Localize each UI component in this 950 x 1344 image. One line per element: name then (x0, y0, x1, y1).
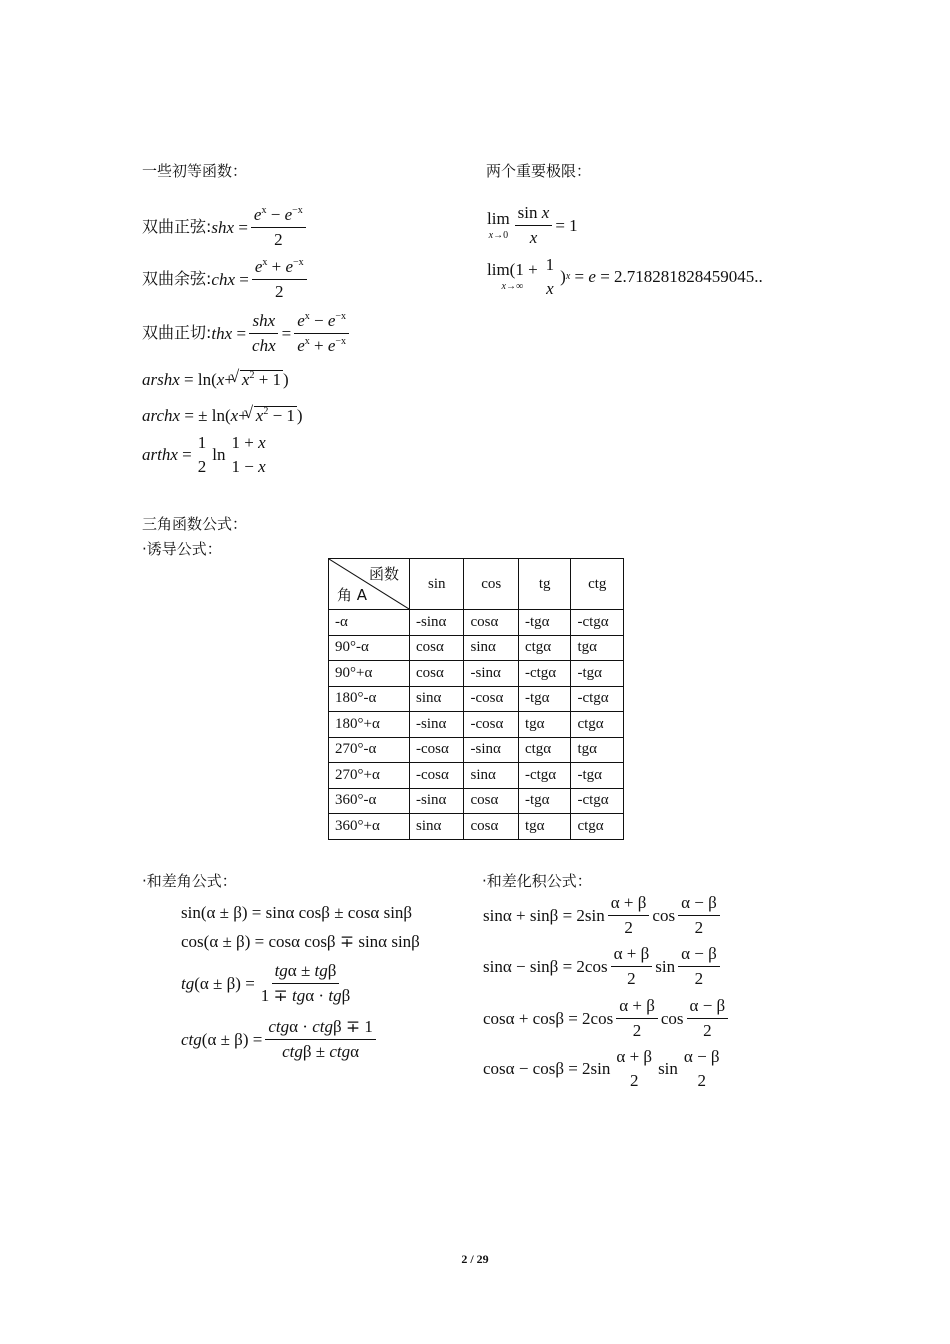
table-cell: cosα (464, 814, 518, 840)
table-row (329, 686, 624, 712)
column-header: sin (410, 559, 464, 610)
table-cell: 180°-α (329, 686, 410, 712)
formula-sinh: 双曲正弦: shx = $\frac{e^x - e^{-x}}{2}$ (142, 206, 309, 249)
table-cell: -cosα (464, 686, 518, 712)
formula-cosh: 双曲余弦: chx = $\frac{e^x + e^{-x}}{2}$ (142, 258, 310, 301)
table-cell: 180°+α (329, 712, 410, 738)
table-cell: -sinα (410, 610, 464, 636)
formula-limit-sinx: lim x→0 $\frac{\text{sin x}}{x}$ = 1 (487, 203, 578, 247)
table-cell: -ctgα (571, 610, 624, 636)
table-cell: tgα (571, 635, 624, 661)
label-cosh: 双曲余弦: (142, 269, 212, 289)
table-cell: -tgα (518, 788, 571, 814)
table-cell: -cosα (410, 737, 464, 763)
limit-e-value: = 2.718281828459045.. (600, 267, 763, 287)
formula-limit-e: lim(1 + x→∞ 1 x ) x = e = 2.718281828459045.. (487, 255, 763, 298)
table-cell: -sinα (464, 661, 518, 687)
table-cell: -ctgα (571, 686, 624, 712)
formula-ctg-sum: ctg (α ± β) = $\frac{\text{ctgα · ctgβ ∓ 1}}{\text{ctgβ ± ctgα}}$ (181, 1018, 379, 1061)
table-cell: -sinα (410, 712, 464, 738)
label-sinh: 双曲正弦: (142, 217, 212, 237)
table-row (329, 763, 624, 789)
table-cell: tgα (571, 737, 624, 763)
label-tanh: 双曲正切: (142, 323, 212, 343)
table-cell: -tgα (571, 661, 624, 687)
table-cell: -tgα (571, 763, 624, 789)
heading-sum-difference-angle: ·和差角公式： (142, 872, 237, 890)
table-cell: ctgα (518, 635, 571, 661)
corner-label-angle: 角 A (337, 586, 368, 604)
table-cell: cosα (410, 635, 464, 661)
formula-sin-plus-sin: sinα + sinβ = 2sin $\frac{\alpha + \beta}{2}$ cos $\frac{\alpha - \beta}{2}$ (483, 894, 723, 937)
table-cell: 270°-α (329, 737, 410, 763)
table-cell: cosα (410, 661, 464, 687)
table-cell: cosα (464, 788, 518, 814)
table-cell: tgα (518, 814, 571, 840)
table-cell: -cosα (410, 763, 464, 789)
table-cell: ctgα (571, 814, 624, 840)
formula-cos-sum: cos(α ± β) = cosα cosβ ∓ sinα sinβ (181, 932, 420, 951)
table-corner-cell (329, 559, 410, 610)
table-cell: -tgα (518, 610, 571, 636)
table-cell: 360°+α (329, 814, 410, 840)
table-cell: 360°-α (329, 788, 410, 814)
heading-elementary-functions: 一些初等函数： (142, 162, 248, 180)
induction-table (328, 558, 624, 840)
table-cell: -tgα (518, 686, 571, 712)
formula-cos-plus-cos: cosα + cosβ = 2cos $\frac{\alpha + \beta}{2}$ cos $\frac{\alpha - \beta}{2}$ (483, 997, 731, 1040)
table-cell: 90°+α (329, 661, 410, 687)
table-row (329, 814, 624, 840)
page-number: 2 / 29 (461, 1252, 489, 1266)
formula-arcosh: archx = ± ln( x + √ $x^2 - 1$ ) (142, 406, 303, 424)
heading-induction-formulas: ·诱导公式： (142, 540, 222, 558)
table-row (329, 635, 624, 661)
table-row (329, 610, 624, 636)
table-row (329, 712, 624, 738)
heading-sum-to-product: ·和差化积公式： (482, 872, 592, 890)
formula-cos-minus-cos: cosα − cosβ = 2sin α + β 2 sin α − β 2 (483, 1047, 720, 1090)
table-cell: ctgα (518, 737, 571, 763)
table-cell: -sinα (410, 788, 464, 814)
table-cell: -ctgα (571, 788, 624, 814)
table-cell: ctgα (571, 712, 624, 738)
table-cell: 270°+α (329, 763, 410, 789)
table-header-row (329, 559, 624, 610)
formula-arsinh: arshx = ln( x + √ $x^2 + 1$ ) (142, 370, 289, 388)
table-cell: sinα (464, 635, 518, 661)
column-header: ctg (571, 559, 624, 610)
table-cell: sinα (410, 686, 464, 712)
table-cell: sinα (410, 814, 464, 840)
table-row (329, 788, 624, 814)
column-header: cos (464, 559, 518, 610)
table-cell: tgα (518, 712, 571, 738)
table-cell: -ctgα (518, 763, 571, 789)
heading-trig-formulas: 三角函数公式： (142, 515, 248, 533)
table-cell: -ctgα (518, 661, 571, 687)
heading-important-limits: 两个重要极限： (486, 162, 592, 180)
table-cell: -α (329, 610, 410, 636)
formula-tg-sum: tg (α ± β) = $\frac{\text{tgα ± tgβ}}{\text{1 ∓ tgα · tgβ}}$ (181, 961, 351, 1005)
table-row (329, 737, 624, 763)
column-header: tg (518, 559, 571, 610)
table-cell: -sinα (464, 737, 518, 763)
formula-artanh: arthx = 1 2 ln 1 + x 1 − x (142, 433, 266, 476)
table-cell: cosα (464, 610, 518, 636)
table-cell: -cosα (464, 712, 518, 738)
formula-sin-minus-sin: sinα − sinβ = 2cos $\frac{\alpha + \beta}{2}$ sin $\frac{\alpha - \beta}{2}$ (483, 945, 723, 988)
formula-tanh: 双曲正切: thx = $\frac{\text{shx}}{\text{chx}}$ = $\frac{e^x - e^{-x}}{e^x + e^{-x}}$ (142, 312, 352, 355)
table-cell: 90°-α (329, 635, 410, 661)
table-cell: sinα (464, 763, 518, 789)
formula-sin-sum: sin(α ± β) = sinα cosβ ± cosα sinβ (181, 903, 413, 922)
table-row (329, 661, 624, 687)
corner-label-function: 函数 (368, 565, 399, 583)
